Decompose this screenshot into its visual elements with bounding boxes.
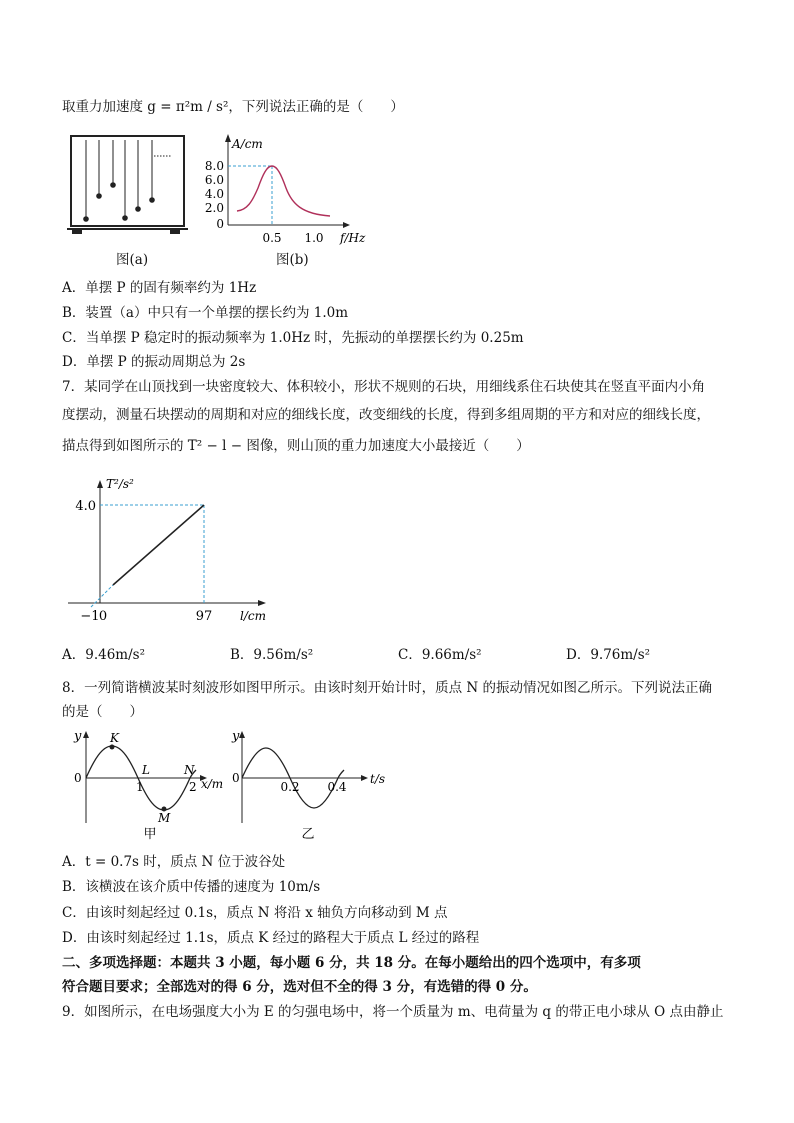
jia-tick: 1 bbox=[136, 780, 144, 794]
fig-b-y-tick: 4.0 bbox=[204, 187, 224, 201]
fig-b-y-tick: 2.0 bbox=[204, 201, 224, 215]
jia-origin: 0 bbox=[74, 771, 82, 785]
fig-b-caption: 图(b) bbox=[276, 252, 309, 268]
jia-y-label: y bbox=[74, 729, 82, 744]
fig-a-caption: 图(a) bbox=[116, 252, 149, 268]
q8-option-b: B．该横波在该介质中传播的速度为 10m/s bbox=[62, 879, 321, 895]
q7-stem-line: 度摆动，测量石块摆动的周期和对应的细线长度，改变细线的长度，得到多组周期的平方和对应的细线长度， bbox=[62, 407, 710, 423]
graph-x-axis-label: l/cm bbox=[240, 609, 266, 623]
graph-x-tick: 0 bbox=[98, 609, 108, 624]
jia-point-m: M bbox=[158, 811, 171, 825]
jia-point-k: K bbox=[110, 731, 119, 745]
yi-tick: 0.4 bbox=[327, 780, 347, 794]
yi-y-label: y bbox=[232, 729, 240, 744]
graph-y-tick: 4.0 bbox=[75, 499, 96, 514]
q6-stem: 取重力加速度 g = π²m / s²，下列说法正确的是（ ） bbox=[62, 99, 404, 115]
waveform-figure-jia bbox=[70, 728, 230, 840]
q7-stem-line: 7．某同学在山顶找到一块密度较大、体积较小，形状不规则的石块，用细线系住石块使其在竖直平面内小角 bbox=[62, 379, 706, 395]
q7-option-a: A．9.46m/s² bbox=[62, 647, 145, 663]
jia-x-label: x/m bbox=[201, 777, 224, 791]
q8-option-c: C．由该时刻起经过 0.1s，质点 N 将沿 x 轴负方向移动到 M 点 bbox=[62, 905, 448, 921]
q7-option-b: B．9.56m/s² bbox=[230, 647, 314, 663]
resonance-curve-figure bbox=[200, 130, 375, 245]
fig-b-x-axis-label: f/Hz bbox=[340, 231, 366, 245]
q7-stem-line: 描点得到如图所示的 T² − l − 图像，则山顶的重力加速度大小最接近（ ） bbox=[62, 438, 530, 454]
yi-origin: 0 bbox=[232, 771, 240, 785]
fig-b-x-tick: 1.0 bbox=[304, 231, 324, 245]
jia-point-l: L bbox=[142, 763, 150, 777]
vibration-figure-yi bbox=[230, 728, 390, 840]
q8-option-d: D．由该时刻起经过 1.1s，质点 K 经过的路程大于质点 L 经过的路程 bbox=[62, 930, 480, 946]
yi-tick: 0.2 bbox=[280, 780, 300, 794]
q7-option-d: D．9.76m/s² bbox=[566, 647, 651, 663]
graph-x-tick: 97 bbox=[195, 609, 213, 624]
jia-tick: 2 bbox=[189, 780, 197, 794]
q8-option-a: A．t = 0.7s 时，质点 N 位于波谷处 bbox=[62, 854, 286, 870]
graph-x-tick: −1 bbox=[80, 609, 100, 624]
t2-l-graph bbox=[60, 474, 275, 629]
section2-heading-line2: 符合题目要求；全部选对的得 6 分，选对但不全的得 3 分，有选错的得 0 分。 bbox=[62, 979, 537, 995]
pendulum-apparatus-figure bbox=[64, 132, 194, 242]
q6-option-d: D．单摆 P 的振动周期总为 2s bbox=[62, 354, 246, 370]
yi-x-label: t/s bbox=[370, 772, 386, 786]
q6-option-b: B．装置（a）中只有一个单摆的摆长约为 1.0m bbox=[62, 305, 349, 321]
fig-b-y-tick: 0 bbox=[216, 217, 224, 231]
q8-stem-line: 8．一列简谐横波某时刻波形如图甲所示。由该时刻开始计时，质点 N 的振动情况如图乙所示。下列说法正确 bbox=[62, 680, 712, 696]
fig-b-y-tick: 6.0 bbox=[204, 173, 224, 187]
q7-option-c: C．9.66m/s² bbox=[398, 647, 482, 663]
yi-caption: 乙 bbox=[301, 827, 315, 842]
jia-caption: 甲 bbox=[143, 827, 157, 842]
fig-b-x-tick: 0.5 bbox=[262, 231, 282, 245]
q8-stem-line: 的是（ ） bbox=[62, 704, 143, 720]
fig-b-y-axis-label: A/cm bbox=[232, 137, 263, 151]
q6-option-c: C．当单摆 P 稳定时的振动频率为 1.0Hz 时，先振动的单摆摆长约为 0.25m bbox=[62, 330, 524, 346]
q6-option-a: A．单摆 P 的固有频率约为 1Hz bbox=[62, 280, 257, 296]
q9-stem: 9．如图所示，在电场强度大小为 E 的匀强电场中，将一个质量为 m、电荷量为 q 的带正电小球从 O 点由静止 bbox=[62, 1004, 724, 1020]
graph-y-axis-label: T²/s² bbox=[106, 477, 134, 491]
jia-point-n: N bbox=[184, 763, 195, 777]
fig-b-y-tick: 8.0 bbox=[204, 159, 224, 173]
section2-heading-line1: 二、多项选择题：本题共 3 小题，每小题 6 分，共 18 分。在每小题给出的四个选项中，有多项 bbox=[62, 955, 641, 971]
